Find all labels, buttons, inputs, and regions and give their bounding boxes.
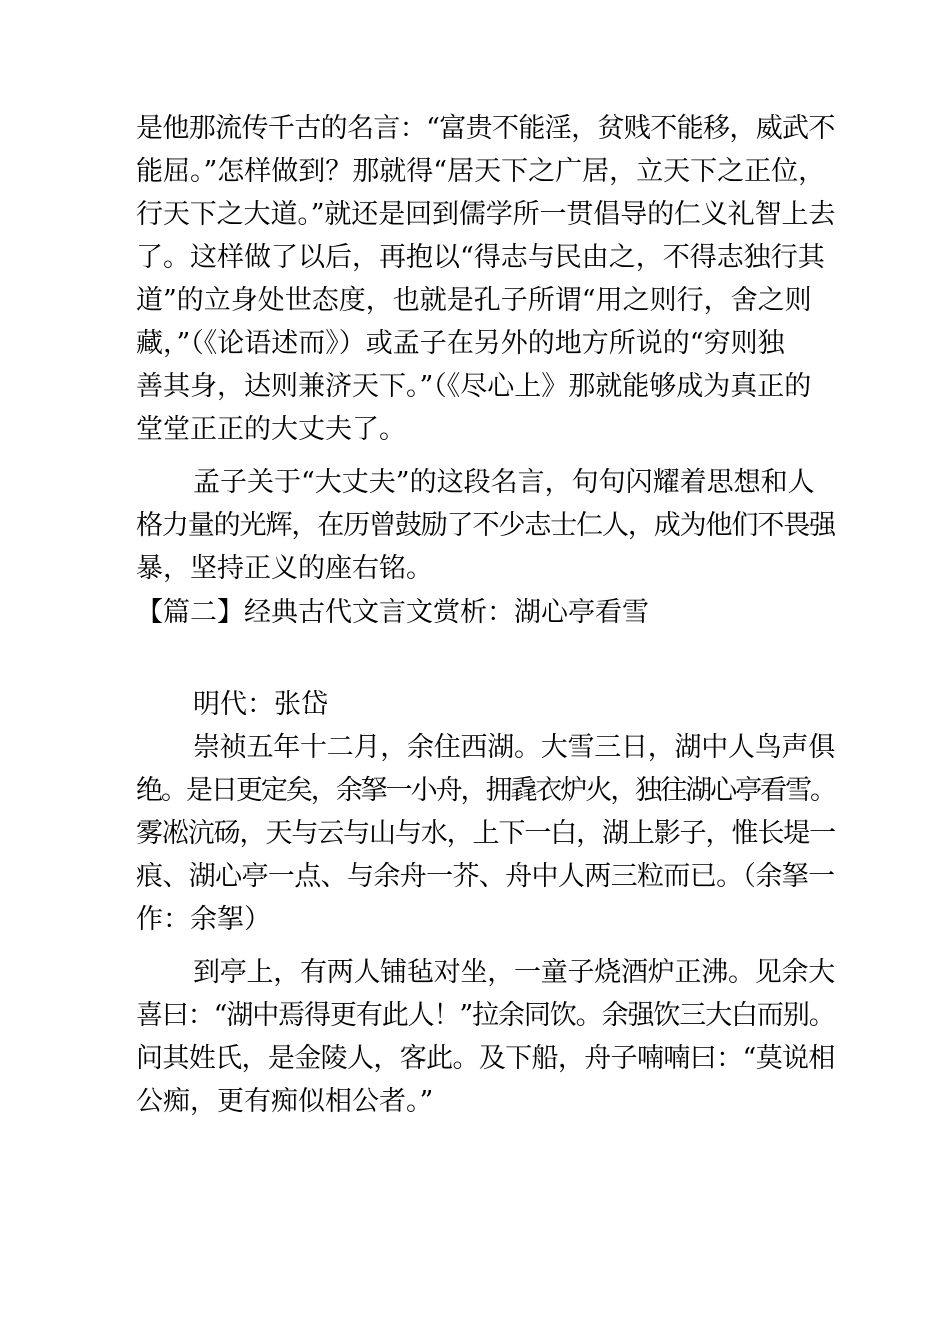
text-line: 崇祯五年十二月，余住西湖。大雪三日，湖中人鸟声俱 xyxy=(193,732,835,763)
text-line: 行天下之大道。”就还是回到儒学所一贯倡导的仁义礼智上去 xyxy=(136,199,836,230)
text-line: 痕、湖心亭一点、与余舟一芥、舟中人两三粒而已。（余拏一 xyxy=(136,861,835,892)
section-heading: 【篇二】经典古代文言文赏析：湖心亭看雪 xyxy=(136,597,649,628)
text-line: 道”的立身处世态度，也就是孔子所谓“用之则行，舍之则 xyxy=(136,285,812,316)
text-line: 能屈。”怎样做到？那就得“居天下之广居，立天下之正位， xyxy=(136,156,826,187)
text-line: 是他那流传千古的名言：“富贵不能淫，贫贱不能移，威武不 xyxy=(136,113,835,144)
text-line: 雾凇沆砀，天与云与山与水，上下一白，湖上影子，惟长堤一 xyxy=(136,818,835,849)
text-line: 暴，坚持正义的座右铭。 xyxy=(136,553,433,584)
text-line: 善其身，达则兼济天下。”（《尽心上》那就能够成为真正的 xyxy=(136,371,812,402)
text-line: 问其姓氏，是金陵人，客此。及下船，舟子喃喃曰：“莫说相 xyxy=(136,1043,835,1074)
text-line: 公痴，更有痴似相公者。” xyxy=(136,1086,434,1117)
text-line: 到亭上，有两人铺毡对坐，一童子烧酒炉正沸。见余大 xyxy=(193,957,835,988)
author-line: 明代：张岱 xyxy=(193,689,328,720)
text-line: 绝。是日更定矣，余拏一小舟，拥毳衣炉火，独往湖心亭看雪。 xyxy=(136,775,835,806)
text-line: 孟子关于“大丈夫”的这段名言，句句闪耀着思想和人 xyxy=(193,467,815,498)
text-line: 格力量的光辉，在历曾鼓励了不少志士仁人，成为他们不畏强 xyxy=(136,510,835,541)
text-line: 了。这样做了以后，再抱以“得志与民由之，不得志独行其 xyxy=(136,242,825,273)
text-line: 堂堂正正的大丈夫了。 xyxy=(136,414,406,445)
text-line: 作：余挐） xyxy=(136,904,271,935)
text-line: 喜曰：“湖中焉得更有此人！”拉余同饮。余强饮三大白而别。 xyxy=(136,1000,835,1031)
text-line: 藏，”（《论语述而》）或孟子在另外的地方所说的“穷则独 xyxy=(136,328,785,359)
